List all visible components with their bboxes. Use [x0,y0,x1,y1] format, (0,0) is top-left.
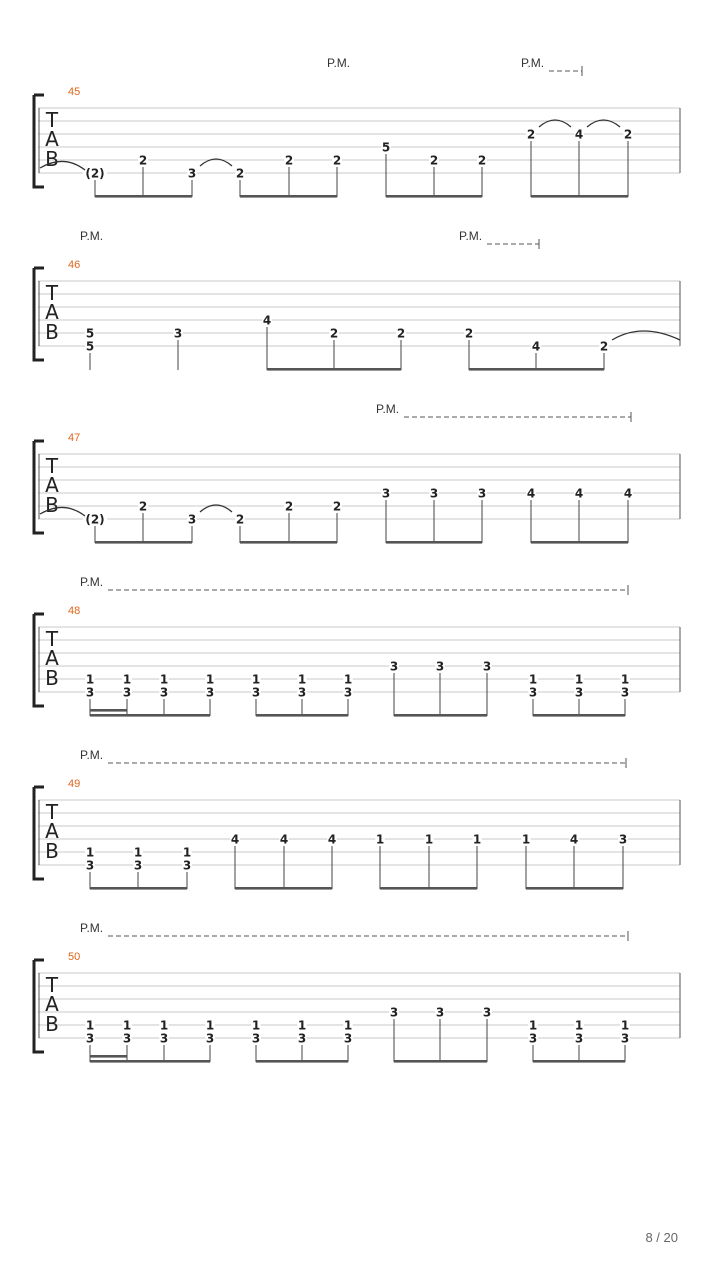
beam-secondary [90,1055,127,1058]
tab-clef-letter: B [45,493,59,517]
fret-number: 3 [85,685,95,700]
beam-secondary [90,709,127,712]
tab-system [34,56,680,198]
beam [469,368,604,371]
fret-number: 1 [133,845,143,860]
fret-number: 2 [526,127,536,142]
fret-number: 1 [122,672,132,687]
palm-mute-label: P.M. [521,56,545,70]
beam [380,887,477,890]
fret-number: 3 [435,659,445,674]
fret-number: 3 [620,1031,630,1046]
beam [90,714,210,717]
tab-clef-letter: A [45,127,59,151]
fret-number: 3 [429,486,439,501]
fret-number: 1 [85,1018,95,1033]
page-indicator: 8 / 20 [645,1230,678,1245]
fret-number: 3 [482,659,492,674]
tab-clef-letter: T [45,108,59,132]
tab-system [34,921,680,1063]
measure-number: 46 [68,259,81,271]
beam [394,714,487,717]
fret-number: 1 [205,1018,215,1033]
fret-number: 2 [332,499,342,514]
fret-number: 2 [477,153,487,168]
tab-system [34,575,680,717]
fret-number: 2 [235,166,245,181]
fret-number: 2 [284,153,294,168]
tab-clef-letter: B [45,1012,59,1036]
beam [256,1060,348,1063]
beam [240,541,337,544]
fret-number: 4 [262,313,272,328]
fret-number: 4 [574,127,584,142]
fret-number: (2) [85,166,105,181]
fret-number: 2 [464,326,474,341]
fret-number: 3 [182,858,192,873]
fret-number: 2 [284,499,294,514]
beam [235,887,332,890]
fret-number: (2) [85,512,105,527]
fret-number: 3 [85,858,95,873]
fret-number: 1 [251,672,261,687]
fret-number: 1 [85,672,95,687]
fret-number: 2 [235,512,245,527]
fret-number: 2 [329,326,339,341]
fret-number: 1 [521,832,531,847]
fret-number: 1 [122,1018,132,1033]
beam [533,714,625,717]
beam [394,1060,487,1063]
tab-clef-letter: T [45,627,59,651]
tab-clef-letter: A [45,646,59,670]
fret-number: 1 [159,1018,169,1033]
fret-number: 1 [343,1018,353,1033]
fret-number: 3 [389,659,399,674]
fret-number: 1 [251,1018,261,1033]
fret-number: 3 [574,1031,584,1046]
fret-number: 1 [424,832,434,847]
fret-number: 2 [599,339,609,354]
fret-number: 3 [159,1031,169,1046]
tab-clef-letter: B [45,147,59,171]
beam [531,195,628,198]
fret-number: 3 [133,858,143,873]
fret-number: 3 [159,685,169,700]
fret-number: 5 [85,339,95,354]
fret-number: 3 [618,832,628,847]
fret-number: 3 [251,685,261,700]
beam [267,368,401,371]
fret-number: 3 [205,685,215,700]
tab-system [34,229,680,371]
beam [531,541,628,544]
fret-number: 2 [396,326,406,341]
beam [386,541,482,544]
tie-out [612,331,680,340]
beam [90,887,187,890]
fret-number: 3 [477,486,487,501]
fret-number: 1 [85,845,95,860]
tab-clef-letter: B [45,320,59,344]
fret-number: 5 [381,140,391,155]
fret-number: 4 [327,832,337,847]
palm-mute-label: P.M. [459,229,483,243]
palm-mute-label: P.M. [80,748,104,762]
fret-number: 1 [574,1018,584,1033]
fret-number: 1 [297,1018,307,1033]
fret-number: 4 [623,486,633,501]
tab-system [34,748,680,890]
fret-number: 1 [375,832,385,847]
tab-clef-letter: T [45,800,59,824]
fret-number: 3 [574,685,584,700]
fret-number: 3 [187,512,197,527]
tab-clef-letter: T [45,281,59,305]
beam [526,887,623,890]
tab-clef-letter: B [45,839,59,863]
tab-clef-letter: A [45,992,59,1016]
fret-number: 1 [528,672,538,687]
beam [90,1060,210,1063]
fret-number: 3 [435,1005,445,1020]
measure-number: 48 [68,605,81,617]
fret-number: 1 [182,845,192,860]
palm-mute-label: P.M. [80,575,104,589]
fret-number: 2 [429,153,439,168]
fret-number: 1 [297,672,307,687]
tab-clef-letter: A [45,819,59,843]
tab-clef-letter: A [45,473,59,497]
fret-number: 3 [528,685,538,700]
fret-number: 1 [159,672,169,687]
fret-number: 3 [122,1031,132,1046]
fret-number: 3 [187,166,197,181]
fret-number: 3 [389,1005,399,1020]
fret-number: 4 [526,486,536,501]
measure-number: 47 [68,432,81,444]
fret-number: 3 [620,685,630,700]
beam [256,714,348,717]
tab-clef-letter: B [45,666,59,690]
beam [95,541,192,544]
fret-number: 1 [528,1018,538,1033]
fret-number: 3 [173,326,183,341]
measure-number: 45 [68,86,81,98]
palm-mute-label: P.M. [327,56,351,70]
fret-number: 3 [343,685,353,700]
fret-number: 1 [472,832,482,847]
fret-number: 3 [381,486,391,501]
fret-number: 1 [620,672,630,687]
fret-number: 2 [138,153,148,168]
beam [386,195,482,198]
fret-number: 2 [623,127,633,142]
fret-number: 3 [297,1031,307,1046]
tab-clef-letter: T [45,973,59,997]
fret-number: 4 [230,832,240,847]
fret-number: 3 [343,1031,353,1046]
palm-mute-label: P.M. [80,229,104,243]
fret-number: 3 [251,1031,261,1046]
fret-number: 1 [574,672,584,687]
fret-number: 2 [138,499,148,514]
fret-number: 4 [531,339,541,354]
fret-number: 1 [205,672,215,687]
fret-number: 3 [528,1031,538,1046]
measure-number: 49 [68,778,81,790]
fret-number: 1 [620,1018,630,1033]
fret-number: 3 [482,1005,492,1020]
measure-number: 50 [68,951,81,963]
fret-number: 3 [122,685,132,700]
fret-number: 2 [332,153,342,168]
tab-system [34,402,680,544]
fret-number: 4 [279,832,289,847]
palm-mute-label: P.M. [376,402,400,416]
fret-number: 3 [297,685,307,700]
fret-number: 1 [343,672,353,687]
beam [533,1060,625,1063]
tab-clef-letter: T [45,454,59,478]
fret-number: 4 [569,832,579,847]
tab-clef-letter: A [45,300,59,324]
fret-number: 3 [205,1031,215,1046]
beam [95,195,192,198]
fret-number: 5 [85,326,95,341]
fret-number: 4 [574,486,584,501]
beam [240,195,337,198]
fret-number: 3 [85,1031,95,1046]
palm-mute-label: P.M. [80,921,104,935]
